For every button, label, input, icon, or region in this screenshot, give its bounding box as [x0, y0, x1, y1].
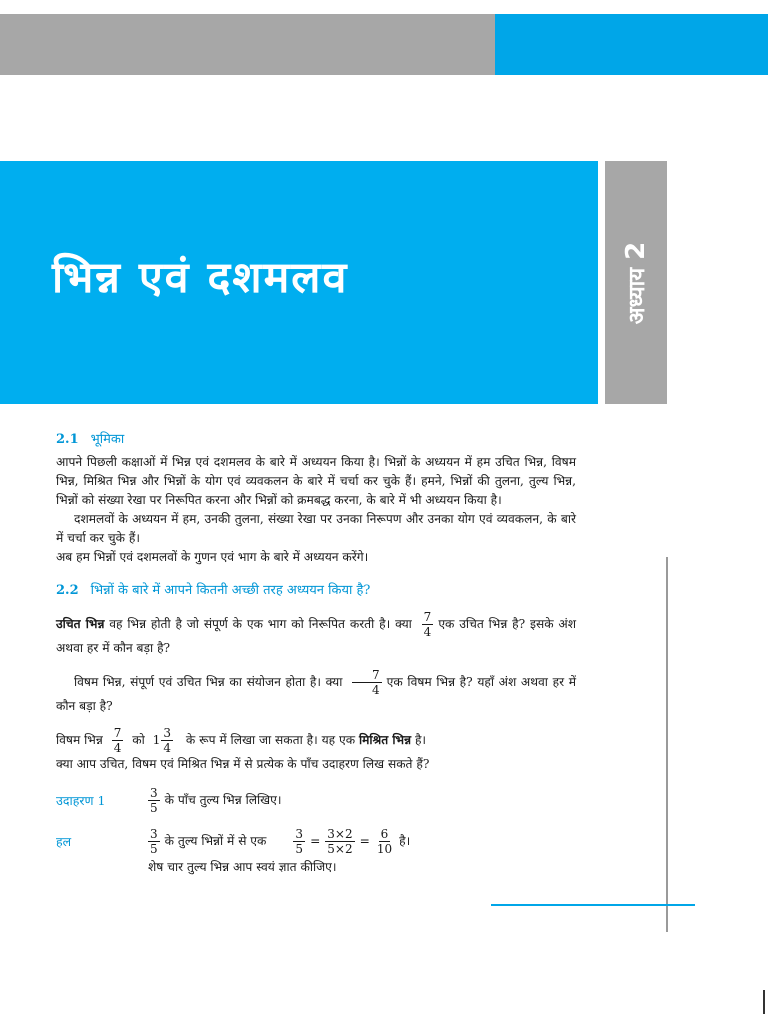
- fraction-3-5: [148, 827, 160, 856]
- solution-text-end: है।: [399, 834, 411, 848]
- fraction-numerator: 7: [352, 668, 382, 683]
- fraction-numerator: 3: [295, 827, 304, 841]
- section-heading-review: [56, 581, 576, 600]
- fraction-numerator: 3×2: [327, 827, 353, 841]
- fraction-numerator: 6: [380, 827, 389, 841]
- fraction-7-4: [422, 610, 434, 639]
- margin-rule-vertical: [666, 557, 668, 932]
- intro-paragraph-1: आपने पिछली कक्षाओं में भिन्न एवं दशमलव के बारे में अध्ययन किया है। भिन्नों के अध्ययन में हम उचित भिन्न, विषम भिन्न, मिश्रित भिन्न और भिन्नों के योग एवं व्यवकलन के बारे में चर्चा कर चुके हैं। हमने, भिन्नों की तुलना, तुल्य भिन्न, भिन्नों को संख्या रेखा पर निरूपित करना और भिन्नों को क्रमबद्ध करना, के बारे में भी अध्ययन किया है।: [56, 455, 576, 507]
- chapter-tab: [605, 161, 667, 404]
- text-span: को: [132, 733, 145, 747]
- fraction-numerator: 7: [113, 726, 122, 740]
- fraction-denominator: 4: [113, 741, 122, 755]
- term-proper-fraction: उचित भिन्न: [56, 617, 105, 631]
- chapter-tab-label: अध्याय: [625, 267, 650, 324]
- section-heading-intro: [56, 430, 576, 449]
- text-span: एक उचित भिन्न है? इसके अंश अथवा हर में कौन बड़ा है?: [56, 617, 577, 655]
- intro-paragraph-2: दशमलवों के अध्ययन में हम, उनकी तुलना, संख्या रेखा पर उनका निरूपण और उनका योग एवं व्यवकलन, के बारे में चर्चा कर चुके हैं।: [56, 512, 576, 545]
- mixed-fraction-paragraph: [56, 726, 576, 755]
- equation-lhs: [293, 827, 305, 856]
- fraction-7-4: [352, 668, 382, 697]
- text-span: के रूप में लिखा जा सकता है। यह एक: [185, 733, 356, 747]
- proper-fraction-paragraph: [56, 610, 576, 658]
- header-bar-grey: [0, 14, 495, 75]
- section-number: 2.1: [56, 432, 79, 447]
- solution-label: हल: [56, 834, 72, 849]
- header-bar-blue: [495, 14, 768, 75]
- example-label: उदाहरण 1: [56, 793, 106, 808]
- fraction-denominator: 5×2: [327, 842, 353, 856]
- example-body: [148, 786, 281, 815]
- intro-paragraph-3: अब हम भिन्नों एवं दशमलवों के गुणन एवं भाग के बारे में अध्ययन करेंगे।: [56, 550, 369, 564]
- solution-text: के तुल्य भिन्नों में से एक: [164, 834, 267, 848]
- fraction-denominator: 4: [372, 683, 380, 697]
- mixed-whole: 1: [152, 733, 161, 747]
- fraction-numerator: 3: [150, 786, 158, 800]
- margin-rule-horizontal: [491, 904, 695, 906]
- fraction-denominator: 5: [150, 801, 158, 815]
- fraction-denominator: 5: [150, 842, 158, 856]
- solution: [56, 827, 576, 856]
- text-span: है।: [414, 733, 427, 747]
- fraction-3-4: [161, 726, 173, 755]
- example-1: [56, 786, 576, 815]
- text-span: विषम भिन्न: [56, 733, 103, 747]
- fraction-numerator: 3: [163, 726, 172, 740]
- section-title: भिन्नों के बारे में आपने कितनी अच्छी तरह अध्ययन किया है?: [90, 583, 371, 598]
- fraction-denominator: 10: [376, 842, 393, 856]
- section-title: भूमिका: [90, 432, 125, 447]
- fraction-numerator: 3: [150, 827, 158, 841]
- fraction-denominator: 4: [423, 625, 432, 639]
- solution-note: शेष चार तुल्य भिन्न आप स्वयं ज्ञात कीजिए।: [148, 860, 337, 874]
- examples-question: क्या आप उचित, विषम एवं मिश्रित भिन्न में से प्रत्येक के पाँच उदाहरण लिख सकते हैं?: [56, 757, 430, 771]
- solution-body: $\frac{3}{5}$ के तुल्य भिन्नों में से एक $\frac{3}{5}$ = $\frac{3\times 2}{5\times 2}$ = $\frac{6}{10}$ है।: [150, 827, 411, 856]
- fraction-3-5: [148, 786, 160, 815]
- equation-rhs: [375, 827, 394, 856]
- equation-middle: [325, 827, 354, 856]
- page-edge-mark: [763, 990, 765, 1014]
- page-content: [56, 430, 576, 877]
- chapter-title: भिन्न एवं दशमलव: [52, 253, 349, 303]
- text-span: एक विषम भिन्न है? यहाँ अंश अथवा हर में कौन बड़ा है?: [56, 675, 577, 713]
- fraction-numerator: 7: [423, 610, 432, 624]
- term-mixed-fraction: मिश्रित भिन्न: [358, 733, 412, 747]
- text-span: विषम भिन्न, संपूर्ण एवं उचित भिन्न का संयोजन होता है। क्या: [74, 675, 343, 689]
- chapter-tab-number: 2: [621, 241, 651, 260]
- fraction-denominator: 4: [163, 741, 172, 755]
- text-span: वह भिन्न होती है जो संपूर्ण के एक भाग को निरूपित करती है। क्या: [104, 617, 412, 631]
- fraction-denominator: 5: [295, 842, 304, 856]
- chapter-tab-text: [621, 241, 651, 323]
- section-number: 2.2: [56, 583, 79, 598]
- mixed-number: [153, 726, 178, 755]
- improper-fraction-paragraph: [56, 668, 576, 716]
- fraction-7-4: [112, 726, 124, 755]
- example-text: के पाँच तुल्य भिन्न लिखिए।: [164, 793, 282, 807]
